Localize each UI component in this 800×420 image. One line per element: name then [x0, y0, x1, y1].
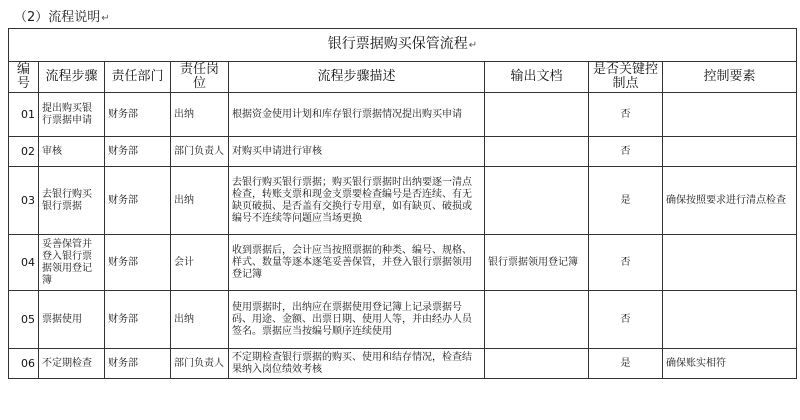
- cell-step: 不定期检查: [39, 349, 105, 379]
- cell-post: 出纳: [171, 167, 229, 235]
- cell-doc: [485, 137, 589, 167]
- cell-step: 提出购买银行票据申请: [39, 93, 105, 137]
- cell-step: 审核: [39, 137, 105, 167]
- cell-control: [663, 291, 797, 349]
- table-row: [9, 137, 797, 167]
- cell-desc: 使用票据时，出纳应在票据使用登记簿上记录票据号码、用途、金额、出票日期、使用人等，并由经办人员签名。票据应当按编号顺序连续使用: [229, 291, 485, 349]
- cell-post: 出纳: [171, 291, 229, 349]
- cell-doc: 银行票据领用登记簿: [485, 235, 589, 291]
- cell-no: 04: [9, 235, 39, 291]
- header-cell: 是否关键控制点: [589, 62, 663, 93]
- cell-post: 部门负责人: [171, 137, 229, 167]
- cell-control: [663, 137, 797, 167]
- cell-doc: [485, 93, 589, 137]
- table-row: [9, 291, 797, 349]
- cell-step: 去银行购买银行票据: [39, 167, 105, 235]
- cell-desc: 去银行购买银行票据；购买银行票据时出纳要逐一清点检查，转账支票和现金支票要检查编号是否连续、有无缺页破损、是否盖有交换行专用章，如有缺页、破损或编号不连续等问题应当场更换: [229, 167, 485, 235]
- cell-no: 06: [9, 349, 39, 379]
- cell-no: 02: [9, 137, 39, 167]
- cell-key: 是: [589, 349, 663, 379]
- cell-desc: 对购买申请进行审核: [229, 137, 485, 167]
- cell-step: 票据使用: [39, 291, 105, 349]
- cell-key: 否: [589, 235, 663, 291]
- cell-dept: 财务部: [105, 349, 171, 379]
- header-cell: 流程步骤: [39, 62, 105, 93]
- cell-step: 妥善保管并登入银行票据领用登记簿: [39, 235, 105, 291]
- cell-dept: 财务部: [105, 291, 171, 349]
- cell-control: 确保按照要求进行清点检查: [663, 167, 797, 235]
- header-cell: 编号: [9, 62, 39, 93]
- table-row: [9, 93, 797, 137]
- table-title: 银行票据购买保管流程↵: [9, 29, 797, 62]
- cell-dept: 财务部: [105, 93, 171, 137]
- header-row: [9, 62, 797, 93]
- table-body: [9, 93, 797, 379]
- cell-dept: 财务部: [105, 137, 171, 167]
- section-heading: （2）流程说明↵: [14, 10, 110, 25]
- cell-no: 03: [9, 167, 39, 235]
- process-table: [8, 28, 797, 379]
- cell-desc: 收到票据后，会计应当按照票据的种类、编号、规格、样式、数量等逐本逐笔妥善保管，并登入银行票据领用登记簿: [229, 235, 485, 291]
- header-cell: 责任岗位: [171, 62, 229, 93]
- cell-doc: [485, 291, 589, 349]
- cell-desc: 不定期检查银行票据的购买、使用和结存情况，检查结果纳入岗位绩效考核: [229, 349, 485, 379]
- cell-desc: 根据资金使用计划和库存银行票据情况提出购买申请: [229, 93, 485, 137]
- cell-control: [663, 93, 797, 137]
- cell-no: 05: [9, 291, 39, 349]
- cell-post: 会计: [171, 235, 229, 291]
- cell-key: 否: [589, 291, 663, 349]
- cell-doc: [485, 167, 589, 235]
- header-cell: 责任部门: [105, 62, 171, 93]
- header-cell: 输出文档: [485, 62, 589, 93]
- cell-control: 确保账实相符: [663, 349, 797, 379]
- header-cell: 流程步骤描述: [229, 62, 485, 93]
- table-row: [9, 235, 797, 291]
- header-cell: 控制要素: [663, 62, 797, 93]
- cell-key: 是: [589, 167, 663, 235]
- cell-doc: [485, 349, 589, 379]
- cell-dept: 财务部: [105, 167, 171, 235]
- cell-dept: 财务部: [105, 235, 171, 291]
- table-row: [9, 349, 797, 379]
- cell-post: 部门负责人: [171, 349, 229, 379]
- cell-key: 否: [589, 93, 663, 137]
- table-row: [9, 167, 797, 235]
- cell-key: 否: [589, 137, 663, 167]
- cell-post: 出纳: [171, 93, 229, 137]
- cell-no: 01: [9, 93, 39, 137]
- cell-control: [663, 235, 797, 291]
